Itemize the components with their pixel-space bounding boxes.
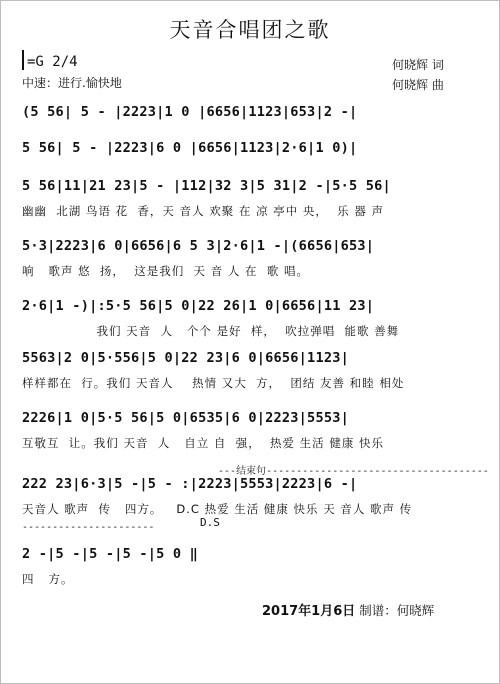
tempo-marking: 中速：进行.愉快地 — [22, 76, 122, 90]
notation-line-4: 5·3|2223|6 0|6656|6 5 3|2·6|1 -|(6656|653| — [22, 238, 375, 254]
start-bar-icon — [22, 50, 24, 70]
notation-line-1: (5 56| 5 - |2223|1 0 |6656|1123|653|2 -| — [22, 104, 358, 120]
lyric-line-3: 幽幽 北湖 鸟语 花 香，天 音人 欢聚 在 凉 亭中 央， 乐 器 声 — [22, 204, 384, 218]
notation-line-3: 5 56|11|21 23|5 - |112|32 3|5 31|2 -|5·5 56| — [22, 178, 391, 194]
key-signature: =G 2/4 — [22, 50, 78, 70]
lyric-line-5: 我们 天音 人 个个 是好 样， 吹拉弹唱 能歌 善舞 — [22, 324, 400, 338]
lyric-line-4: 响 歌声 悠 扬， 这是我们 天 音 人 在 歌 唱。 — [22, 264, 309, 278]
notation-line-2: 5 56| 5 - |2223|6 0 |6656|1123|2·6|1 0)| — [22, 140, 358, 156]
end-phrase-marker: ---结束句------------------------------------- — [218, 466, 489, 477]
lyric-line-8: 天音人 歌声 传 四方。 D.C 热爱 生活 健康 快乐 天 音人 歌声 传 — [22, 502, 413, 516]
song-title: 天音合唱团之歌 — [169, 18, 331, 42]
lyric-line-6: 样样都在 行。我们 天音人 热情 又大 方， 团结 友善 和睦 相处 — [22, 376, 405, 390]
notation-line-9: 2 -|5 -|5 -|5 -|5 0 ‖ — [22, 546, 199, 562]
notation-line-5: 2·6|1 -)|:5·5 56|5 0|22 26|1 0|6656|11 23| — [22, 298, 375, 314]
notation-line-6: 5563|2 0|5·556|5 0|22 23|6 0|6656|1123| — [22, 350, 349, 366]
coda-dash-line: ---------------------- — [22, 522, 155, 533]
composer-credit: 何晓辉 曲 — [392, 78, 444, 92]
lyric-line-7: 互敬互 让。我们 天音 人 自立 自 强， 热爱 生活 健康 快乐 — [22, 436, 384, 450]
lyricist-credit: 何晓辉 词 — [392, 58, 444, 72]
notation-line-7: 2226|1 0|5·5 56|5 0|6535|6 0|2223|5553| — [22, 410, 349, 426]
lyric-line-9: 四 方。 — [22, 572, 74, 586]
notation-line-8: 222 23|6·3|5 -|5 - :|2223|5553|2223|6 -| — [22, 476, 358, 492]
signature: 2017年1月6日 制谱：何晓辉 — [262, 603, 435, 619]
ds-marker: D.S — [200, 516, 220, 529]
